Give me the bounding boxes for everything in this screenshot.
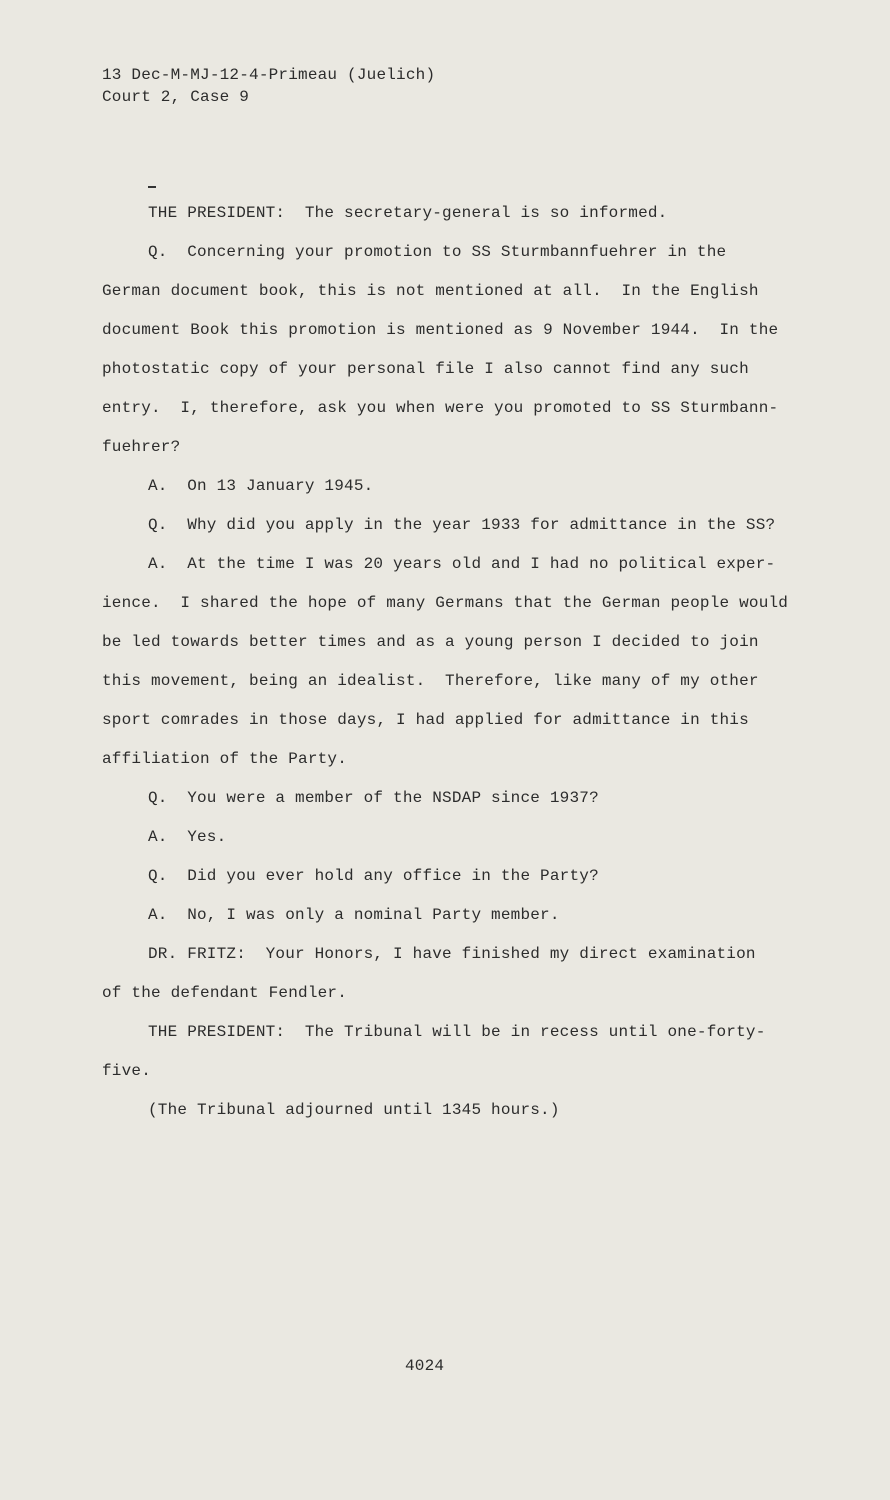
- text-line: THE PRESIDENT: The secretary-general is so informed.: [148, 204, 668, 222]
- text-line: sport comrades in those days, I had applied for admittance in this: [102, 711, 749, 729]
- stray-mark: [148, 186, 156, 188]
- text-line: German document book, this is not mentioned at all. In the English: [102, 282, 759, 300]
- text-line: five.: [102, 1062, 152, 1080]
- text-line: ience. I shared the hope of many Germans that the German people would: [102, 594, 789, 612]
- text-line: Q. Did you ever hold any office in the Party?: [148, 867, 599, 885]
- text-line: of the defendant Fendler.: [102, 984, 348, 1002]
- page-number: 4024: [405, 1357, 445, 1375]
- header-court-case: Court 2, Case 9: [102, 88, 250, 106]
- text-line: document Book this promotion is mentioned as 9 November 1944. In the: [102, 321, 779, 339]
- text-line: Q. Concerning your promotion to SS Sturmbannfuehrer in the: [148, 243, 727, 261]
- text-line: photostatic copy of your personal file I also cannot find any such: [102, 360, 749, 378]
- text-line: A. On 13 January 1945.: [148, 477, 374, 495]
- text-line: this movement, being an idealist. Therefore, like many of my other: [102, 672, 759, 690]
- text-line: DR. FRITZ: Your Honors, I have finished my direct examination: [148, 945, 756, 963]
- text-line: THE PRESIDENT: The Tribunal will be in recess until one-forty-: [148, 1023, 766, 1041]
- text-line: A. Yes.: [148, 828, 227, 846]
- text-line: fuehrer?: [102, 438, 181, 456]
- header-docket-line: 13 Dec-M-MJ-12-4-Primeau (Juelich): [102, 66, 436, 84]
- text-line: A. No, I was only a nominal Party member.: [148, 906, 560, 924]
- text-line: Q. Why did you apply in the year 1933 for admittance in the SS?: [148, 516, 776, 534]
- text-line: A. At the time I was 20 years old and I had no political exper-: [148, 555, 776, 573]
- text-line: (The Tribunal adjourned until 1345 hours.): [148, 1101, 560, 1119]
- text-line: Q. You were a member of the NSDAP since 1937?: [148, 789, 599, 807]
- text-line: entry. I, therefore, ask you when were you promoted to SS Sturmbann-: [102, 399, 779, 417]
- text-line: affiliation of the Party.: [102, 750, 348, 768]
- text-line: be led towards better times and as a young person I decided to join: [102, 633, 759, 651]
